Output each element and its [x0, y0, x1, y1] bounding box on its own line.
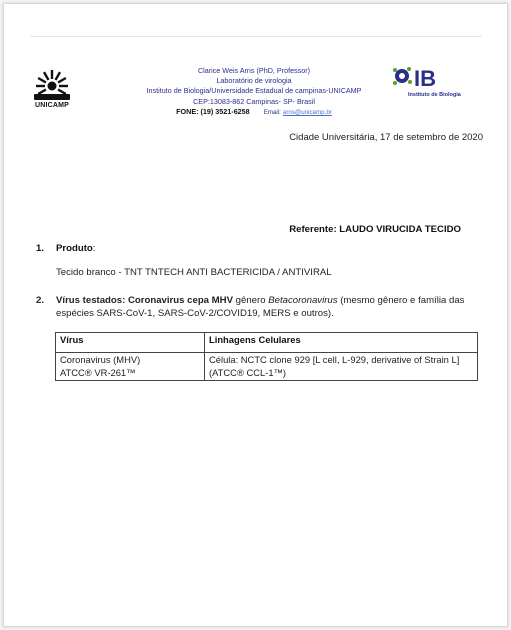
unicamp-logo-text: UNICAMP	[34, 102, 70, 109]
section-2-genus: Betacoronavirus	[268, 295, 338, 306]
virus-name: Coronavirus (MHV)	[60, 354, 141, 365]
top-rule	[30, 36, 482, 37]
produto-description: Tecido branco - TNT TNTECH ANTI BACTERICIDA / ANTIVIRAL	[56, 267, 332, 278]
referente-line: Referente: LAUDO VIRUCIDA TECIDO	[289, 224, 461, 235]
letterhead	[104, 66, 404, 118]
header-email-label: Email:	[263, 108, 281, 116]
table-cell-cell-line	[205, 353, 478, 381]
ib-logo-text: IB	[414, 66, 436, 91]
section-2-text-a: gênero	[233, 295, 269, 306]
section-produto: 1. Produto:	[36, 243, 96, 254]
section-2-title: Vírus testados: Coronavirus cepa MHV	[56, 295, 233, 306]
section-1-title: Produto	[56, 243, 93, 254]
header-name: Clarice Weis Arns (PhD, Professor)	[197, 66, 311, 75]
virus-atcc: ATCC® VR-261™	[60, 366, 136, 378]
section-2-text-b: (mesmo gênero e família das espécies SARS-CoV-1, SARS-CoV-2/COVID19, MERS e outros).	[56, 295, 465, 319]
section-2-number: 2.	[36, 295, 45, 306]
header-institute: Instituto de Biologia/Universidade Estadual de campinas-UNICAMP	[146, 86, 362, 96]
section-2-body	[56, 294, 466, 320]
document-page	[3, 3, 508, 627]
cell-line-name: Célula: NCTC clone 929 [L cell, L-929, derivative of Strain L]	[209, 354, 460, 365]
virus-table	[55, 332, 478, 381]
table-header-virus: Vírus	[56, 333, 205, 353]
section-1-number: 1.	[36, 243, 45, 254]
header-phone: FONE: (19) 3521-6258	[176, 106, 250, 116]
cell-line-atcc: (ATCC® CCL-1™)	[209, 366, 287, 378]
table-header-cell-lines: Linhagens Celulares	[205, 333, 478, 353]
section-virus	[36, 294, 476, 319]
table-cell-virus	[56, 353, 205, 381]
header-contact	[104, 107, 404, 118]
header-lab: Laboratório de virologia	[216, 76, 292, 86]
table-header-row	[56, 333, 478, 353]
header-cep: CEP:13083-862 Campinas- SP- Brasil	[193, 96, 315, 106]
ib-logo-subtitle: Instituto de Biologia	[408, 92, 461, 98]
document-date: Cidade Universitária, 17 de setembro de 2020	[289, 132, 483, 143]
header-email-link[interactable]: arns@unicamp.br	[282, 108, 332, 116]
table-row	[56, 353, 478, 381]
